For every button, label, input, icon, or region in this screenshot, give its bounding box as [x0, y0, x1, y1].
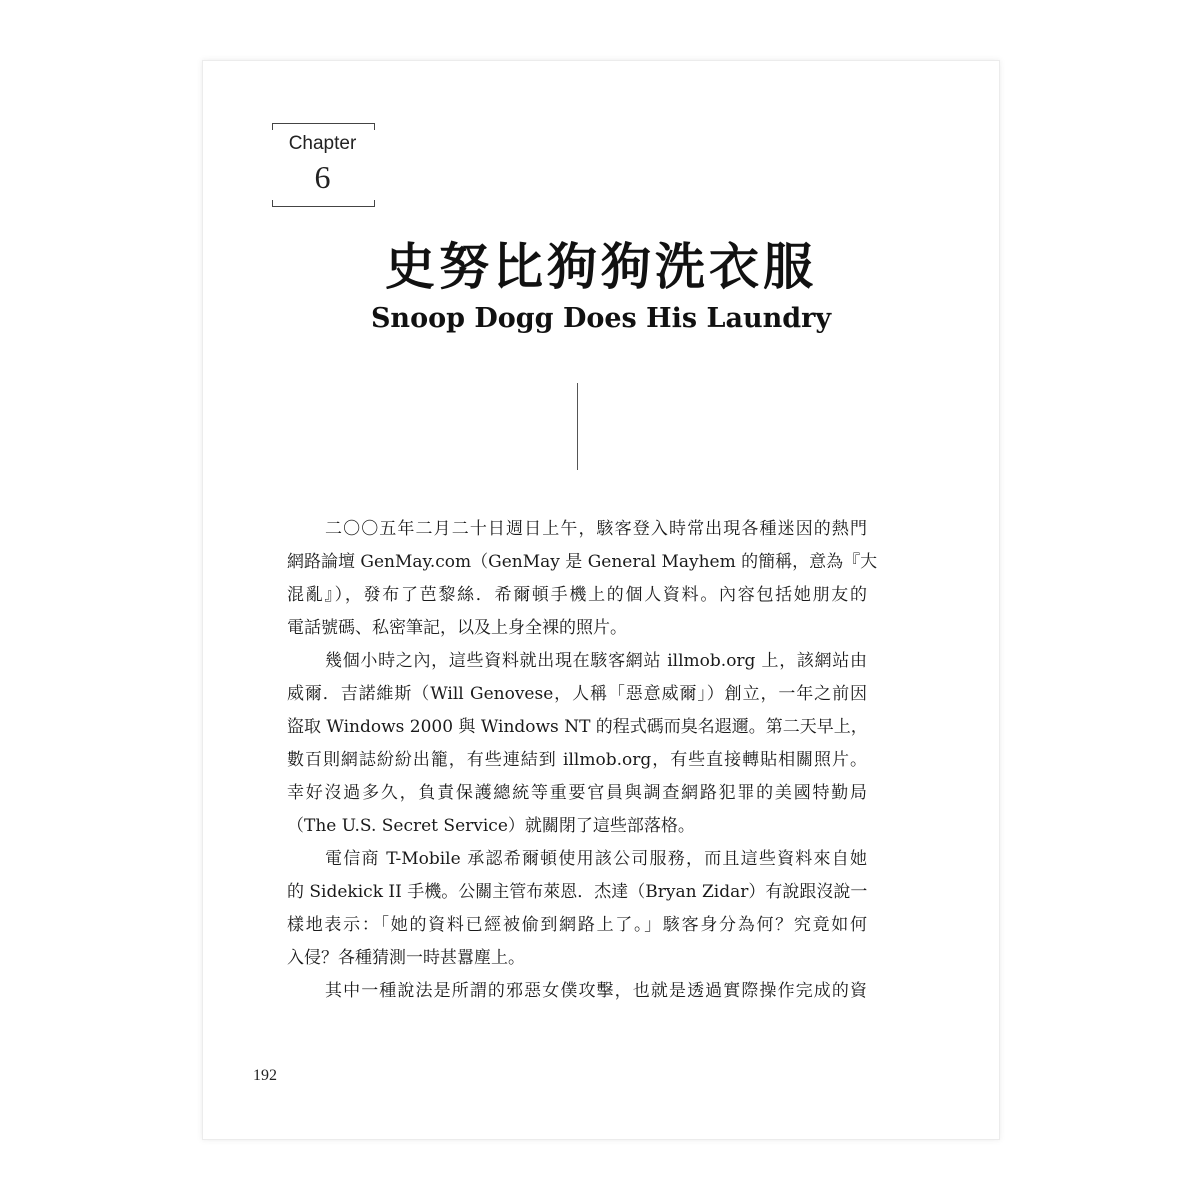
- body-line: 二〇〇五年二月二十日週日上午，駭客登入時常出現各種迷因的熱門: [325, 519, 867, 539]
- chapter-title-chinese: 史努比狗狗洗衣服: [385, 237, 817, 296]
- body-line: 數百則網誌紛紛出籠，有些連結到 illmob.org，有些直接轉貼相關照片。: [287, 750, 867, 770]
- vertical-divider: [577, 383, 578, 470]
- chapter-bracket-bottom: [272, 200, 375, 207]
- chapter-number: 6: [314, 159, 331, 195]
- body-line: 電信商 T-Mobile 承認希爾頓使用該公司服務，而且這些資料來自她: [325, 849, 867, 869]
- chapter-box: [272, 123, 373, 207]
- chapter-label: Chapter: [288, 133, 357, 154]
- book-page: [202, 60, 1000, 1140]
- body-line: 入侵？各種猜測一時甚囂塵上。: [287, 948, 525, 968]
- body-text: [287, 513, 878, 1008]
- body-line: 網路論壇 GenMay.com（GenMay 是 General Mayhem 的簡稱，意為『大: [287, 552, 878, 572]
- chapter-title-english: Snoop Dogg Does His Laundry: [370, 303, 832, 334]
- page-number: 192: [253, 1067, 277, 1084]
- body-line: 電話號碼、私密筆記，以及上身全裸的照片。: [287, 618, 627, 638]
- body-line: 幸好沒過多久，負責保護總統等重要官員與調查網路犯罪的美國特勤局: [287, 783, 867, 803]
- body-line: 盜取 Windows 2000 與 Windows NT 的程式碼而臭名遐邇。第二天早上，: [287, 717, 868, 737]
- body-line: 混亂』），發布了芭黎絲．希爾頓手機上的個人資料。內容包括她朋友的: [287, 585, 867, 605]
- body-line: 其中一種說法是所謂的邪惡女僕攻擊，也就是透過實際操作完成的資: [325, 981, 867, 1001]
- body-line: （The U.S. Secret Service）就關閉了這些部落格。: [287, 816, 695, 836]
- body-line: 威爾．吉諾維斯（Will Genovese，人稱「惡意威爾」）創立，一年之前因: [287, 684, 867, 704]
- body-line: 樣地表示：「她的資料已經被偷到網路上了。」駭客身分為何？究竟如何: [287, 915, 867, 935]
- chapter-bracket-top: [272, 123, 375, 130]
- body-line: 幾個小時之內，這些資料就出現在駭客網站 illmob.org 上，該網站由: [325, 651, 867, 671]
- body-line: 的 Sidekick II 手機。公關主管布萊恩．杰達（Bryan Zidar）有說跟沒說一: [287, 882, 868, 902]
